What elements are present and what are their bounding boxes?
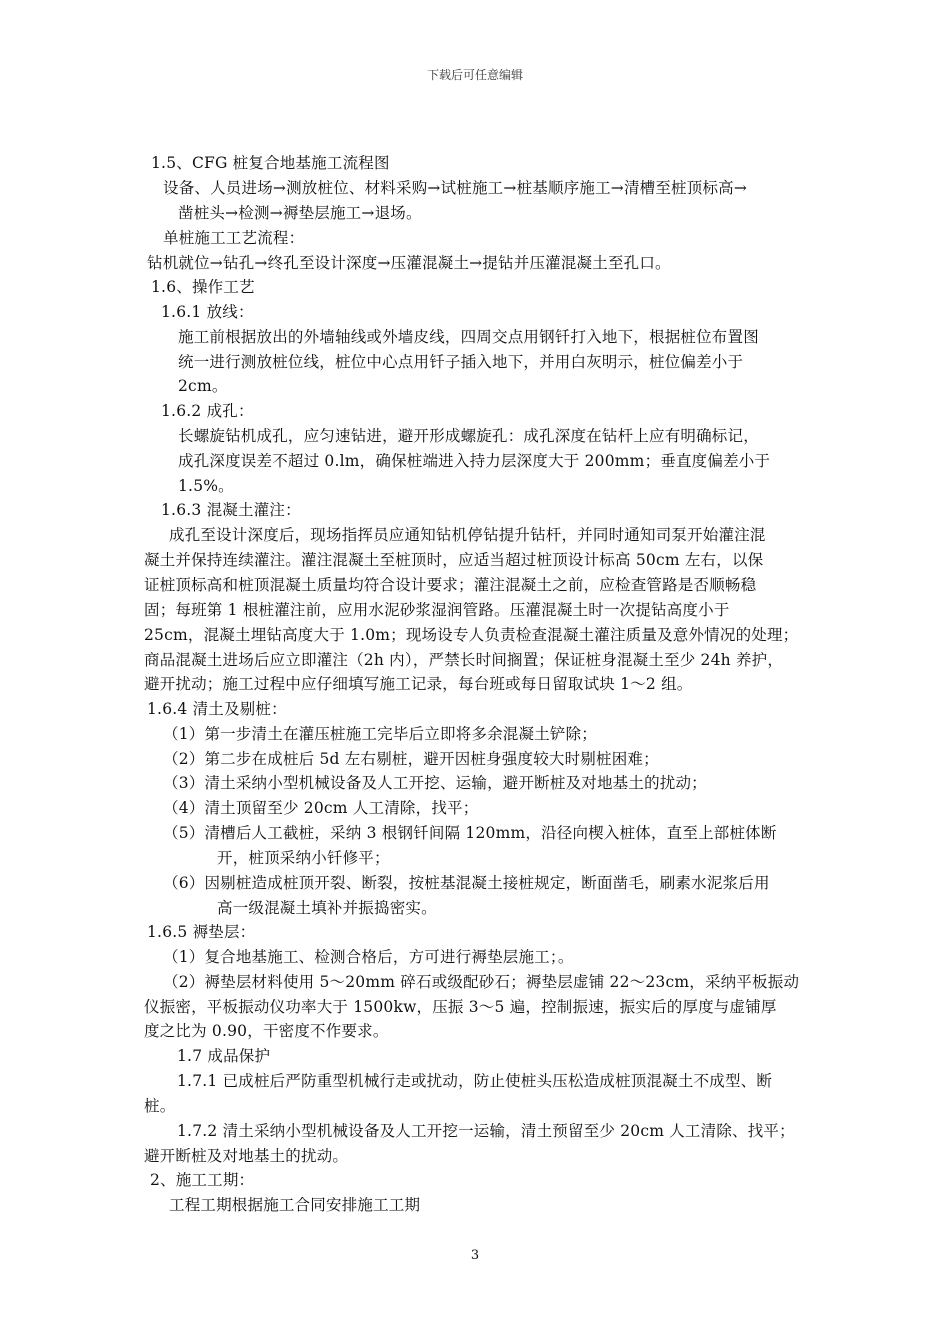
list-item: （1）复合地基施工、检测合格后，方可进行褥垫层施工；。 <box>163 948 574 966</box>
text-line: 避开断桩及对地基土的扰动。 <box>144 1147 349 1165</box>
text-line: 统一进行测放桩位线，桩位中心点用钎子插入地下，并用白灰明示，桩位偏差小于 <box>178 353 744 371</box>
section-heading-1-6: 1.6、操作工艺 <box>151 278 255 296</box>
text-line: 1.7.2 清土采纳小型机械设备及人工开挖一运输，清土预留至少 20cm 人工清除、找平； <box>177 1122 795 1140</box>
text-line: 固；每班第 1 根桩灌注前，应用水泥砂浆湿润管路。压灌混凝土时一次提钻高度小于 <box>144 601 730 619</box>
text-line: 成孔至设计深度后，现场指挥员应通知钻机停钻提升钻杆，并同时通知司泵开始灌注混 <box>169 526 766 544</box>
list-item: （4）清土顶留至少 20cm 人工清除，找平； <box>163 799 479 817</box>
list-item: （1）第一步清土在灌压桩施工完毕后立即将多余混凝土铲除； <box>163 725 597 743</box>
subsection-heading: 1.6.3 混凝土灌注： <box>161 501 301 519</box>
text-line: 25cm，混凝土埋钻高度大于 1.0m；现场设专人负责检查混凝土灌注质量及意外情况的处理； <box>144 626 799 644</box>
text-line: 单桩施工工艺流程： <box>163 229 305 247</box>
subsection-heading: 1.6.5 褥垫层： <box>147 923 256 941</box>
list-item: （2）第二步在成桩后 5d 左右剔桩，避开因桩身强度较大时剔桩困难； <box>163 750 659 768</box>
list-item: （6）因剔桩造成桩顶开裂、断裂，按桩基混凝土接桩规定，断面凿毛，刷素水泥浆后用 <box>163 874 770 892</box>
text-line: 工程工期根据施工合同安排施工工期 <box>169 1196 421 1214</box>
list-item-continuation: 度之比为 0.90，干密度不作要求。 <box>144 1022 389 1040</box>
text-line: 施工前根据放出的外墙轴线或外墙皮线，四周交点用钢钎打入地下，根据桩位布置图 <box>178 328 759 346</box>
text-line: 凝土并保持连续灌注。灌注混凝土至桩顶时，应适当超过桩顶设计标高 50cm 左右，以保 <box>144 551 764 569</box>
text-line: 1.7.1 已成桩后严防重型机械行走或扰动，防止使桩头压松造成桩顶混凝土不成型、断 <box>177 1072 773 1090</box>
subsection-heading: 1.6.2 成孔： <box>161 402 254 420</box>
subsection-heading: 1.6.4 清土及剔桩： <box>147 700 287 718</box>
text-line: 桩。 <box>144 1097 176 1115</box>
list-item-continuation: 仪振密，平板振动仪功率大于 1500kw，压振 3～5 遍，控制振速，振实后的厚度与虚铺厚 <box>144 998 777 1016</box>
text-line: 1.5%。 <box>178 477 234 495</box>
text-line: 设备、人员进场→测放桩位、材料采购→试桩施工→桩基顺序施工→清槽至桩顶标高→ <box>163 179 748 197</box>
section-heading-1-7: 1.7 成品保护 <box>177 1047 271 1065</box>
text-line: 成孔深度误差不超过 0.lm，确保桩端进入持力层深度大于 200mm；垂直度偏差小于 <box>178 452 771 470</box>
page-number: 3 <box>470 1248 480 1263</box>
text-line: 长螺旋钻机成孔，应匀速钻进，避开形成螺旋孔：成孔深度在钻杆上应有明确标记， <box>178 427 759 445</box>
list-item-continuation: 高一级混凝土填补并振捣密实。 <box>217 899 437 917</box>
list-item-continuation: 开，桩顶采纳小钎修平； <box>217 849 390 867</box>
section-heading-2: 2、施工工期： <box>150 1171 255 1189</box>
subsection-heading: 1.6.1 放线： <box>161 303 254 321</box>
text-line: 2cm。 <box>178 377 228 395</box>
section-heading-1-5: 1.5、CFG 桩复合地基施工流程图 <box>151 154 390 172</box>
list-item: （2）褥垫层材料使用 5～20mm 碎石或级配砂石；褥垫层虚铺 22～23cm，采纳平板振动 <box>163 973 800 991</box>
list-item: （3）清土采纳小型机械设备及人工开挖、运输，避开断桩及对地基土的扰动； <box>163 774 707 792</box>
list-item: （5）清槽后人工截桩，采纳 3 根钢钎间隔 120mm，沿径向楔入桩体，直至上部桩体断 <box>163 824 777 842</box>
text-line: 证桩顶标高和桩顶混凝土质量均符合设计要求；灌注混凝土之前，应检查管路是否顺畅稳 <box>144 576 757 594</box>
text-line: 商品混凝土进场后应立即灌注（2h 内），严禁长时间搁置；保证桩身混凝土至少 24h 养护， <box>144 651 784 669</box>
text-line: 钻机就位→钻孔→终孔至设计深度→压灌混凝土→提钻并压灌混凝土至孔口。 <box>147 254 671 272</box>
page-header: 下载后可任意编辑 <box>426 68 523 82</box>
text-line: 凿桩头→检测→褥垫层施工→退场。 <box>178 204 422 222</box>
text-line: 避开扰动；施工过程中应仔细填写施工记录，每台班或每日留取试块 1～2 组。 <box>144 675 693 693</box>
